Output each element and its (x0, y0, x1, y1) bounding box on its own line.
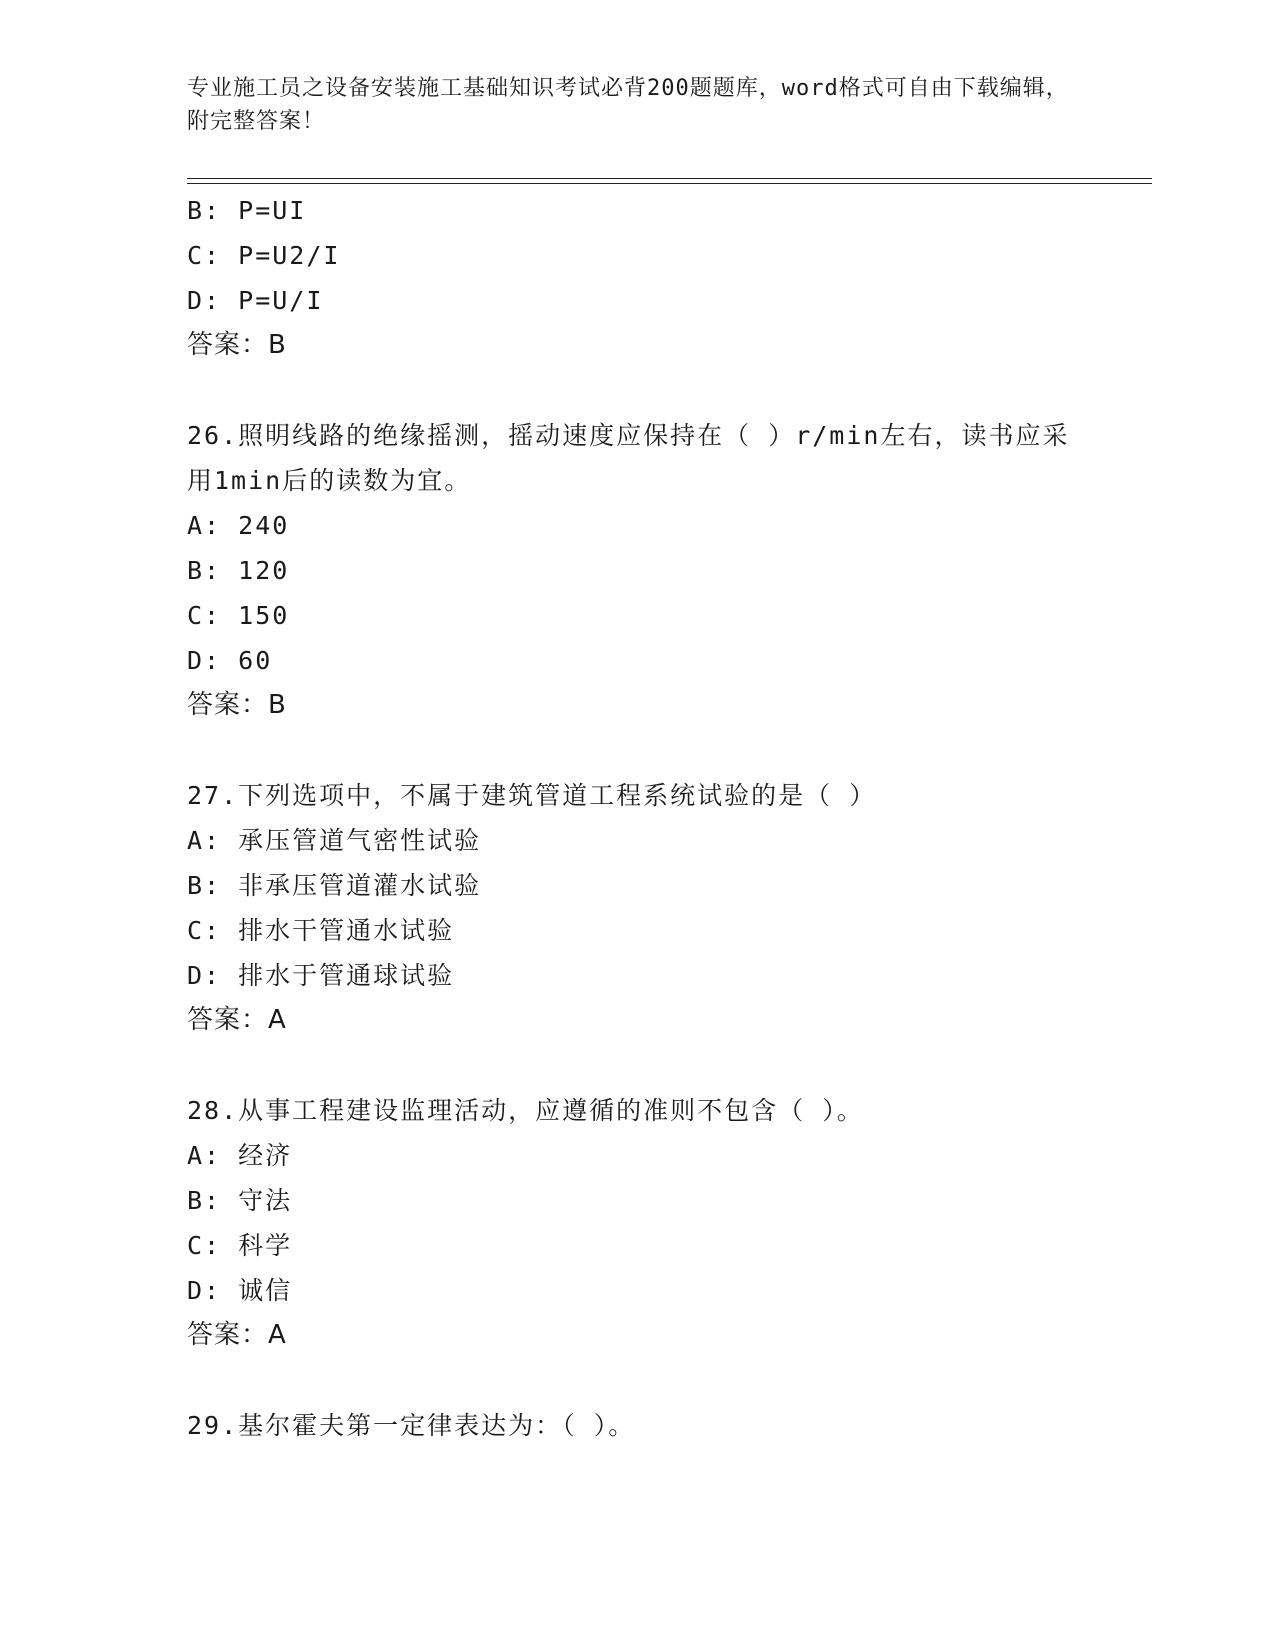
option-b: B: P=UI (187, 196, 307, 225)
question-text: 28.从事工程建设监理活动，应遵循的准则不包含（ ）。 (187, 1096, 864, 1125)
option-d: D: 诚信 (187, 1276, 293, 1305)
option-b: B: 守法 (187, 1186, 293, 1215)
header-divider-bottom (187, 183, 1152, 184)
option-c: C: P=U2/I (187, 241, 341, 270)
question-text: 27.下列选项中，不属于建筑管道工程系统试验的是（ ） (187, 781, 877, 810)
option-c: C: 150 (187, 601, 290, 630)
answer-line: 答案：B (187, 690, 287, 720)
question-text: 26.照明线路的绝缘摇测，摇动速度应保持在（ ）r/min左右，读书应采用1min后的读数为宜。 (187, 421, 1070, 495)
option-a: A: 承压管道气密性试验 (187, 826, 482, 855)
option-b: B: 120 (187, 556, 290, 585)
option-d: D: 60 (187, 646, 273, 675)
header-divider-top (187, 178, 1152, 179)
option-c: C: 排水干管通水试验 (187, 916, 455, 945)
option-c: C: 科学 (187, 1231, 293, 1260)
question-29 (187, 1403, 1087, 1448)
question-28 (187, 1088, 1087, 1358)
option-d: D: 排水于管通球试验 (187, 961, 455, 990)
question-26 (187, 413, 1087, 728)
option-a: A: 经济 (187, 1141, 293, 1170)
option-a: A: 240 (187, 511, 290, 540)
document-header-title: 专业施工员之设备安装施工基础知识考试必背200题题库，word格式可自由下载编辑，附完整答案！ (187, 76, 1069, 134)
question-list (187, 188, 1087, 1448)
question-text: 29.基尔霍夫第一定律表达为：（ ）。 (187, 1411, 636, 1440)
question-27 (187, 773, 1087, 1043)
answer-line: 答案：A (187, 1005, 287, 1035)
answer-line: 答案：A (187, 1320, 287, 1350)
question-25-continuation (187, 188, 1087, 368)
answer-line: 答案：B (187, 330, 287, 360)
option-b: B: 非承压管道灌水试验 (187, 871, 482, 900)
option-d: D: P=U/I (187, 286, 324, 315)
